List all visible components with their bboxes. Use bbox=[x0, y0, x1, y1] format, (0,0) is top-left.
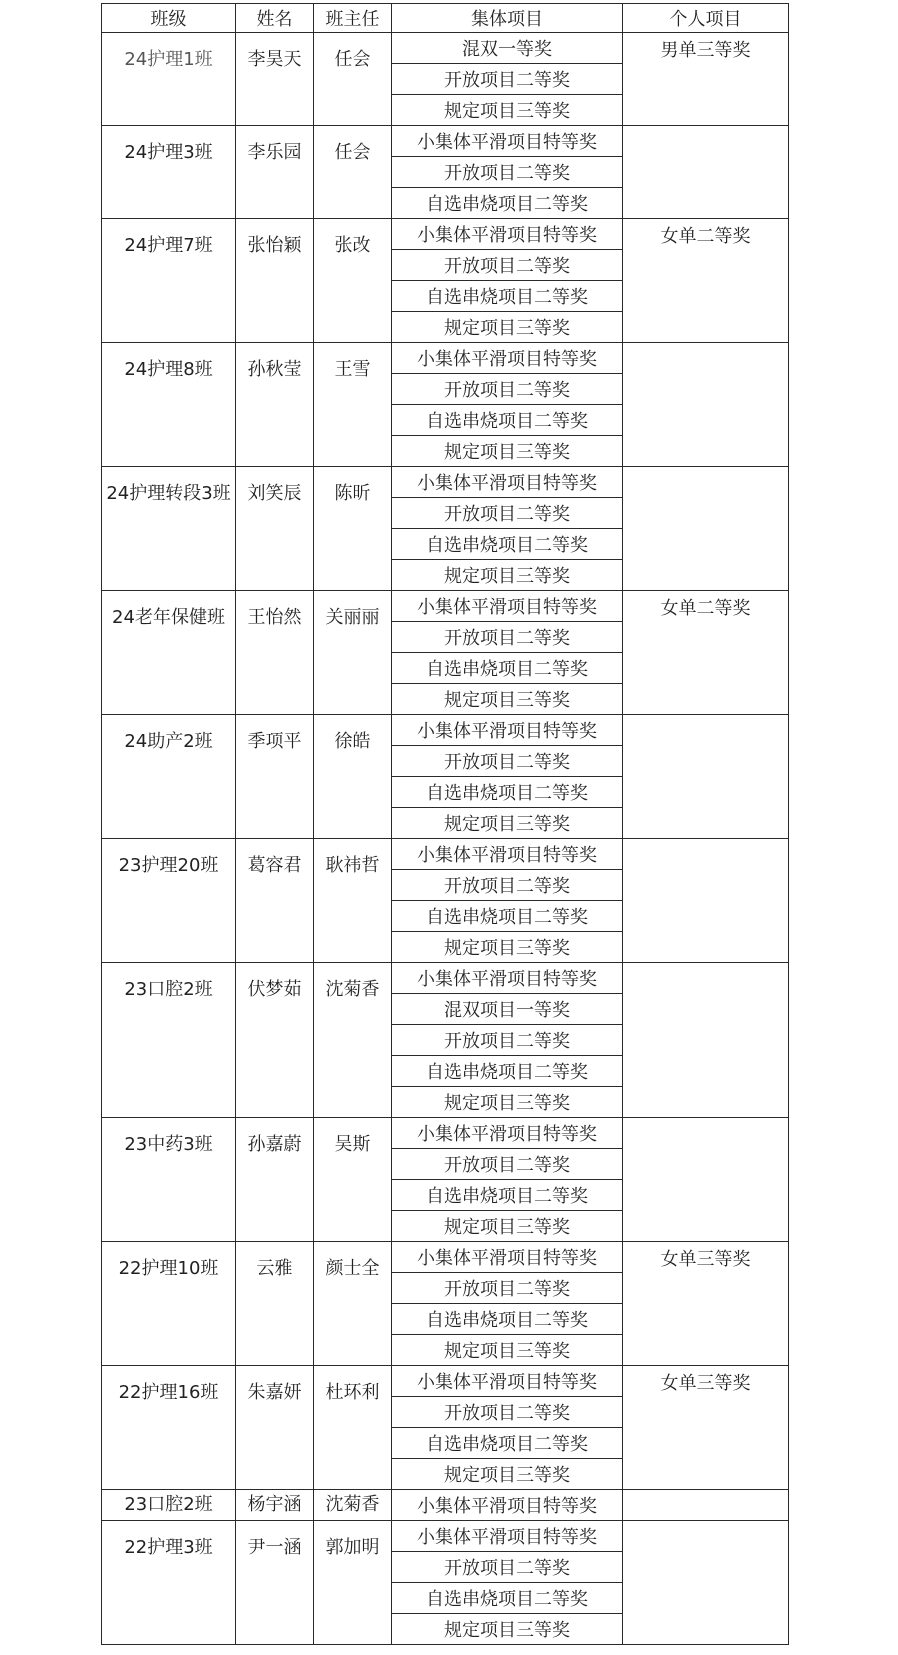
individual-award-cell bbox=[623, 1521, 789, 1645]
student-name-cell: 王怡然 bbox=[236, 591, 314, 715]
table-row bbox=[102, 1118, 789, 1149]
table-row bbox=[102, 839, 789, 870]
student-name-cell: 尹一涵 bbox=[236, 1521, 314, 1645]
teacher-cell: 郭加明 bbox=[314, 1521, 392, 1645]
student-name-cell: 张怡颖 bbox=[236, 219, 314, 343]
class-cell: 24助产2班 bbox=[102, 715, 236, 839]
team-award-cell: 开放项目二等奖 bbox=[392, 374, 623, 405]
team-award-cell: 规定项目三等奖 bbox=[392, 808, 623, 839]
student-name-cell: 云雅 bbox=[236, 1242, 314, 1366]
team-award-cell: 混双项目一等奖 bbox=[392, 994, 623, 1025]
class-cell: 24护理7班 bbox=[102, 219, 236, 343]
individual-award-cell bbox=[623, 126, 789, 219]
team-award-cell: 规定项目三等奖 bbox=[392, 1211, 623, 1242]
header-row bbox=[102, 4, 789, 33]
team-award-cell: 小集体平滑项目特等奖 bbox=[392, 467, 623, 498]
team-award-cell: 规定项目三等奖 bbox=[392, 932, 623, 963]
team-award-cell: 小集体平滑项目特等奖 bbox=[392, 343, 623, 374]
individual-award-cell bbox=[623, 343, 789, 467]
student-name-cell: 伏梦茹 bbox=[236, 963, 314, 1118]
team-award-cell: 自选串烧项目二等奖 bbox=[392, 1583, 623, 1614]
individual-award-cell: 女单三等奖 bbox=[623, 1366, 789, 1490]
table-row bbox=[102, 1490, 789, 1521]
table-row bbox=[102, 126, 789, 157]
team-award-cell: 自选串烧项目二等奖 bbox=[392, 1304, 623, 1335]
individual-award-cell: 男单三等奖 bbox=[623, 33, 789, 126]
team-award-cell: 自选串烧项目二等奖 bbox=[392, 281, 623, 312]
individual-award-cell: 女单二等奖 bbox=[623, 219, 789, 343]
class-cell: 22护理10班 bbox=[102, 1242, 236, 1366]
header-class: 班级 bbox=[102, 4, 236, 33]
team-award-cell: 小集体平滑项目特等奖 bbox=[392, 591, 623, 622]
team-award-cell: 开放项目二等奖 bbox=[392, 746, 623, 777]
team-award-cell: 自选串烧项目二等奖 bbox=[392, 1428, 623, 1459]
team-award-cell: 自选串烧项目二等奖 bbox=[392, 777, 623, 808]
award-table bbox=[101, 3, 789, 1645]
team-award-cell: 自选串烧项目二等奖 bbox=[392, 901, 623, 932]
team-award-cell: 开放项目二等奖 bbox=[392, 1273, 623, 1304]
team-award-cell: 规定项目三等奖 bbox=[392, 1614, 623, 1645]
team-award-cell: 小集体平滑项目特等奖 bbox=[392, 715, 623, 746]
team-award-cell: 规定项目三等奖 bbox=[392, 95, 623, 126]
header-teacher: 班主任 bbox=[314, 4, 392, 33]
class-cell: 23口腔2班 bbox=[102, 1490, 236, 1521]
individual-award-cell bbox=[623, 715, 789, 839]
student-name-cell: 刘笑辰 bbox=[236, 467, 314, 591]
team-award-cell: 小集体平滑项目特等奖 bbox=[392, 1118, 623, 1149]
table-row bbox=[102, 33, 789, 64]
teacher-cell: 沈菊香 bbox=[314, 1490, 392, 1521]
teacher-cell: 徐皓 bbox=[314, 715, 392, 839]
team-award-cell: 自选串烧项目二等奖 bbox=[392, 405, 623, 436]
teacher-cell: 王雪 bbox=[314, 343, 392, 467]
individual-award-cell: 女单三等奖 bbox=[623, 1242, 789, 1366]
team-award-cell: 规定项目三等奖 bbox=[392, 1087, 623, 1118]
header-team-award: 集体项目 bbox=[392, 4, 623, 33]
team-award-cell: 小集体平滑项目特等奖 bbox=[392, 1490, 623, 1521]
class-cell: 24老年保健班 bbox=[102, 591, 236, 715]
student-name-cell: 杨宇涵 bbox=[236, 1490, 314, 1521]
team-award-cell: 小集体平滑项目特等奖 bbox=[392, 1242, 623, 1273]
table-header bbox=[102, 4, 789, 33]
class-cell: 24护理转段3班 bbox=[102, 467, 236, 591]
student-name-cell: 孙秋莹 bbox=[236, 343, 314, 467]
team-award-cell: 规定项目三等奖 bbox=[392, 684, 623, 715]
class-cell: 23口腔2班 bbox=[102, 963, 236, 1118]
team-award-cell: 自选串烧项目二等奖 bbox=[392, 1056, 623, 1087]
header-individual-award: 个人项目 bbox=[623, 4, 789, 33]
team-award-cell: 自选串烧项目二等奖 bbox=[392, 188, 623, 219]
team-award-cell: 小集体平滑项目特等奖 bbox=[392, 1521, 623, 1552]
individual-award-cell bbox=[623, 1118, 789, 1242]
teacher-cell: 张改 bbox=[314, 219, 392, 343]
team-award-cell: 规定项目三等奖 bbox=[392, 1459, 623, 1490]
table-body bbox=[102, 33, 789, 1645]
team-award-cell: 开放项目二等奖 bbox=[392, 250, 623, 281]
individual-award-cell bbox=[623, 963, 789, 1118]
individual-award-cell bbox=[623, 839, 789, 963]
teacher-cell: 吴斯 bbox=[314, 1118, 392, 1242]
team-award-cell: 开放项目二等奖 bbox=[392, 64, 623, 95]
table-row bbox=[102, 1366, 789, 1397]
team-award-cell: 规定项目三等奖 bbox=[392, 436, 623, 467]
team-award-cell: 开放项目二等奖 bbox=[392, 870, 623, 901]
teacher-cell: 颜士全 bbox=[314, 1242, 392, 1366]
class-cell: 24护理8班 bbox=[102, 343, 236, 467]
team-award-cell: 小集体平滑项目特等奖 bbox=[392, 219, 623, 250]
student-name-cell: 季项平 bbox=[236, 715, 314, 839]
table-row bbox=[102, 715, 789, 746]
table-row bbox=[102, 467, 789, 498]
teacher-cell: 陈昕 bbox=[314, 467, 392, 591]
team-award-cell: 规定项目三等奖 bbox=[392, 560, 623, 591]
team-award-cell: 自选串烧项目二等奖 bbox=[392, 529, 623, 560]
table-row bbox=[102, 1521, 789, 1552]
class-cell: 24护理1班 bbox=[102, 33, 236, 126]
student-name-cell: 葛容君 bbox=[236, 839, 314, 963]
table-row bbox=[102, 1242, 789, 1273]
individual-award-cell: 女单二等奖 bbox=[623, 591, 789, 715]
class-cell: 24护理3班 bbox=[102, 126, 236, 219]
team-award-cell: 开放项目二等奖 bbox=[392, 1552, 623, 1583]
team-award-cell: 小集体平滑项目特等奖 bbox=[392, 839, 623, 870]
class-cell: 22护理16班 bbox=[102, 1366, 236, 1490]
table-row bbox=[102, 219, 789, 250]
individual-award-cell bbox=[623, 467, 789, 591]
student-name-cell: 李昊天 bbox=[236, 33, 314, 126]
team-award-cell: 规定项目三等奖 bbox=[392, 1335, 623, 1366]
teacher-cell: 耿祎哲 bbox=[314, 839, 392, 963]
team-award-cell: 开放项目二等奖 bbox=[392, 1397, 623, 1428]
team-award-cell: 自选串烧项目二等奖 bbox=[392, 653, 623, 684]
teacher-cell: 关丽丽 bbox=[314, 591, 392, 715]
class-cell: 23中药3班 bbox=[102, 1118, 236, 1242]
team-award-cell: 自选串烧项目二等奖 bbox=[392, 1180, 623, 1211]
team-award-cell: 小集体平滑项目特等奖 bbox=[392, 126, 623, 157]
team-award-cell: 开放项目二等奖 bbox=[392, 622, 623, 653]
individual-award-cell bbox=[623, 1490, 789, 1521]
header-name: 姓名 bbox=[236, 4, 314, 33]
teacher-cell: 任会 bbox=[314, 126, 392, 219]
team-award-cell: 开放项目二等奖 bbox=[392, 1025, 623, 1056]
team-award-cell: 开放项目二等奖 bbox=[392, 157, 623, 188]
table-row bbox=[102, 343, 789, 374]
class-cell: 23护理20班 bbox=[102, 839, 236, 963]
teacher-cell: 沈菊香 bbox=[314, 963, 392, 1118]
class-cell: 22护理3班 bbox=[102, 1521, 236, 1645]
team-award-cell: 小集体平滑项目特等奖 bbox=[392, 963, 623, 994]
team-award-cell: 规定项目三等奖 bbox=[392, 312, 623, 343]
team-award-cell: 开放项目二等奖 bbox=[392, 498, 623, 529]
team-award-cell: 开放项目二等奖 bbox=[392, 1149, 623, 1180]
table-row bbox=[102, 591, 789, 622]
table-row bbox=[102, 963, 789, 994]
teacher-cell: 杜环利 bbox=[314, 1366, 392, 1490]
student-name-cell: 孙嘉蔚 bbox=[236, 1118, 314, 1242]
student-name-cell: 朱嘉妍 bbox=[236, 1366, 314, 1490]
team-award-cell: 小集体平滑项目特等奖 bbox=[392, 1366, 623, 1397]
team-award-cell: 混双一等奖 bbox=[392, 33, 623, 64]
teacher-cell: 任会 bbox=[314, 33, 392, 126]
student-name-cell: 李乐园 bbox=[236, 126, 314, 219]
